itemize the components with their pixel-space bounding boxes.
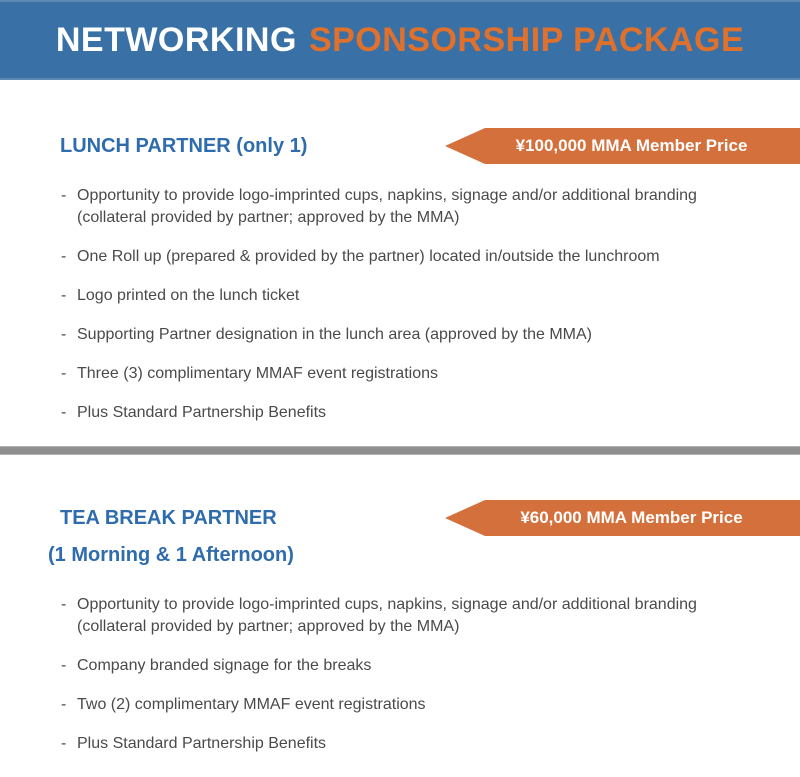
lunch-price-banner bbox=[485, 128, 800, 164]
tea-price-label: ¥60,000 MMA Member Price bbox=[520, 508, 743, 527]
benefit-item: - Logo printed on the lunch ticket bbox=[60, 285, 760, 307]
benefit-item: - Plus Standard Partnership Benefits bbox=[60, 733, 760, 755]
lunch-partner-section bbox=[0, 128, 800, 424]
page-title-primary: NETWORKING bbox=[55, 20, 297, 59]
benefit-item: - Opportunity to provide logo-imprinted cups, napkins, signage and/or additional branding (collateral provided by partner; approved by the MMA) bbox=[60, 594, 760, 638]
tea-price-banner bbox=[485, 500, 800, 536]
tea-section-subtitle: (1 Morning & 1 Afternoon) bbox=[48, 544, 294, 566]
lunch-section-title: LUNCH PARTNER (only 1) bbox=[60, 135, 308, 157]
tea-benefits-list bbox=[60, 594, 760, 755]
header-banner bbox=[0, 0, 800, 80]
lunch-benefits-list bbox=[60, 185, 760, 424]
benefit-item: - Two (2) complimentary MMAF event registrations bbox=[60, 694, 760, 716]
tea-section-title: TEA BREAK PARTNER bbox=[60, 507, 277, 529]
tea-section-head bbox=[0, 500, 800, 536]
arrow-left-icon bbox=[445, 128, 485, 164]
page-title bbox=[56, 21, 744, 60]
benefit-item: - Three (3) complimentary MMAF event registrations bbox=[60, 363, 760, 385]
lunch-price-label: ¥100,000 MMA Member Price bbox=[515, 136, 748, 155]
benefit-item: - Supporting Partner designation in the lunch area (approved by the MMA) bbox=[60, 324, 760, 346]
tea-break-partner-section bbox=[0, 500, 800, 755]
lunch-section-head bbox=[0, 128, 800, 164]
benefit-item: - Opportunity to provide logo-imprinted cups, napkins, signage and/or additional branding (collateral provided by partner; approved by the MMA) bbox=[60, 185, 760, 229]
benefit-item: - Company branded signage for the breaks bbox=[60, 655, 760, 677]
page-title-secondary: SPONSORSHIP PACKAGE bbox=[308, 20, 745, 59]
arrow-left-icon bbox=[445, 500, 485, 536]
benefit-item: - Plus Standard Partnership Benefits bbox=[60, 402, 760, 424]
benefit-item: - One Roll up (prepared & provided by the partner) located in/outside the lunchroom bbox=[60, 246, 760, 268]
section-divider bbox=[0, 446, 800, 455]
